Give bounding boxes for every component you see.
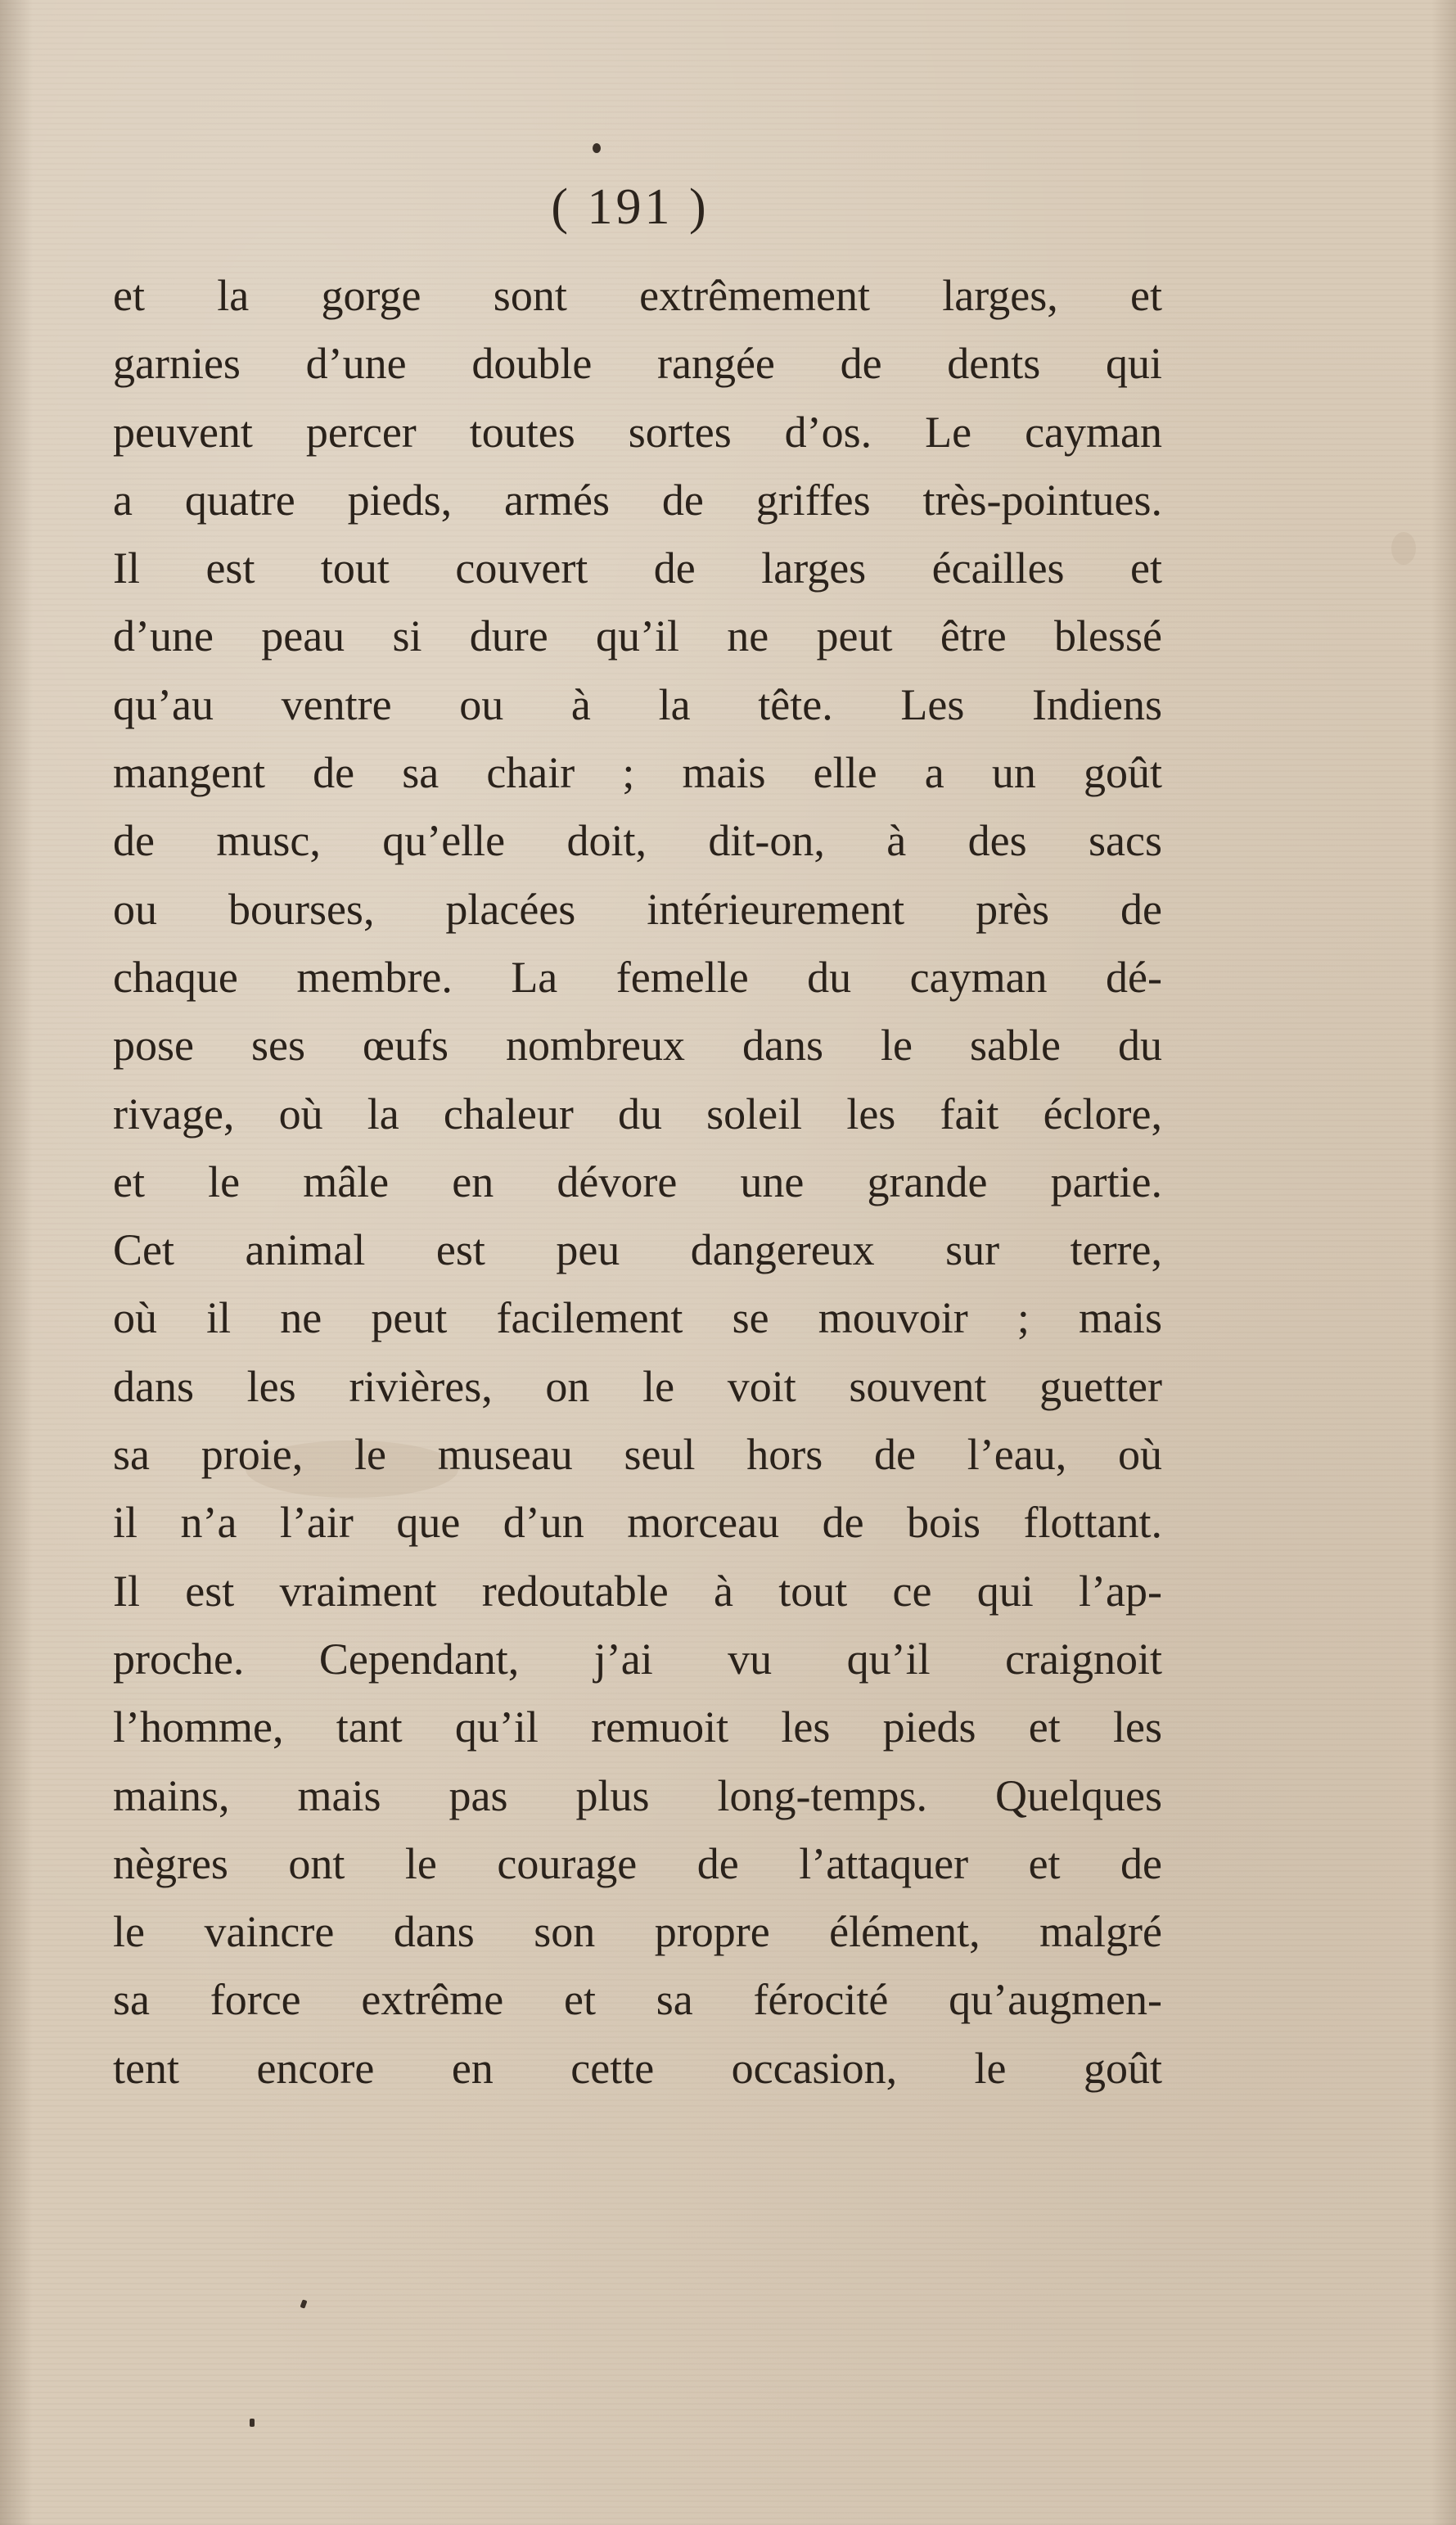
text-line: et le mâle en dévore une grande partie. bbox=[113, 1157, 1162, 1206]
page-edge-shadow-right bbox=[1431, 0, 1456, 2525]
text-line: pose ses œufs nombreux dans le sable du bbox=[113, 1021, 1162, 1071]
text-line: et la gorge sont extrêmement larges, et bbox=[113, 271, 1162, 320]
text-line: tent encore en cette occasion, le goût bbox=[113, 2043, 1162, 2093]
ink-speck bbox=[250, 2419, 255, 2427]
text-line: garnies d’une double rangée de dents qui bbox=[113, 339, 1162, 389]
text-line: sa force extrême et sa férocité qu’augmen- bbox=[113, 1975, 1162, 2025]
text-line: mangent de sa chair ; mais elle a un goût bbox=[113, 748, 1162, 798]
paper-stain bbox=[1391, 532, 1416, 565]
body-text bbox=[113, 262, 1162, 2103]
text-line: Il est vraiment redoutable à tout ce qui l’ap- bbox=[113, 1566, 1162, 1616]
text-line: dans les rivières, on le voit souvent guetter bbox=[113, 1361, 1162, 1411]
text-line: où il ne peut facilement se mouvoir ; mais bbox=[113, 1293, 1162, 1343]
text-line: Il est tout couvert de larges écailles et bbox=[113, 543, 1162, 593]
text-line: proche. Cependant, j’ai vu qu’il craignoit bbox=[113, 1634, 1162, 1684]
text-line: chaque membre. La femelle du cayman dé- bbox=[113, 952, 1162, 1002]
text-line: d’une peau si dure qu’il ne peut être blessé bbox=[113, 611, 1162, 661]
text-line: de musc, qu’elle doit, dit-on, à des sacs bbox=[113, 816, 1162, 866]
page-edge-shadow-left bbox=[0, 0, 33, 2525]
text-line: ou bourses, placées intérieurement près de bbox=[113, 884, 1162, 934]
text-line: nègres ont le courage de l’attaquer et de bbox=[113, 1838, 1162, 1888]
text-line: sa proie, le museau seul hors de l’eau, où bbox=[113, 1430, 1162, 1480]
text-line: le vaincre dans son propre élément, malgré bbox=[113, 1907, 1162, 1957]
text-line: mains, mais pas plus long-temps. Quelques bbox=[113, 1770, 1162, 1820]
text-line: rivage, où la chaleur du soleil les fait éclore, bbox=[113, 1089, 1162, 1139]
text-line: il n’a l’air que d’un morceau de bois flottant. bbox=[113, 1498, 1162, 1548]
text-line: Cet animal est peu dangereux sur terre, bbox=[113, 1225, 1162, 1275]
page-number: ( 191 ) bbox=[551, 179, 710, 235]
text-line: a quatre pieds, armés de griffes très-pointues. bbox=[113, 475, 1162, 525]
text-line: peuvent percer toutes sortes d’os. Le cayman bbox=[113, 407, 1162, 457]
text-line: l’homme, tant qu’il remuoit les pieds et les bbox=[113, 1702, 1162, 1752]
text-line: qu’au ventre ou à la tête. Les Indiens bbox=[113, 679, 1162, 729]
printer-mark-dot bbox=[593, 143, 601, 153]
ink-speck bbox=[300, 2299, 307, 2308]
